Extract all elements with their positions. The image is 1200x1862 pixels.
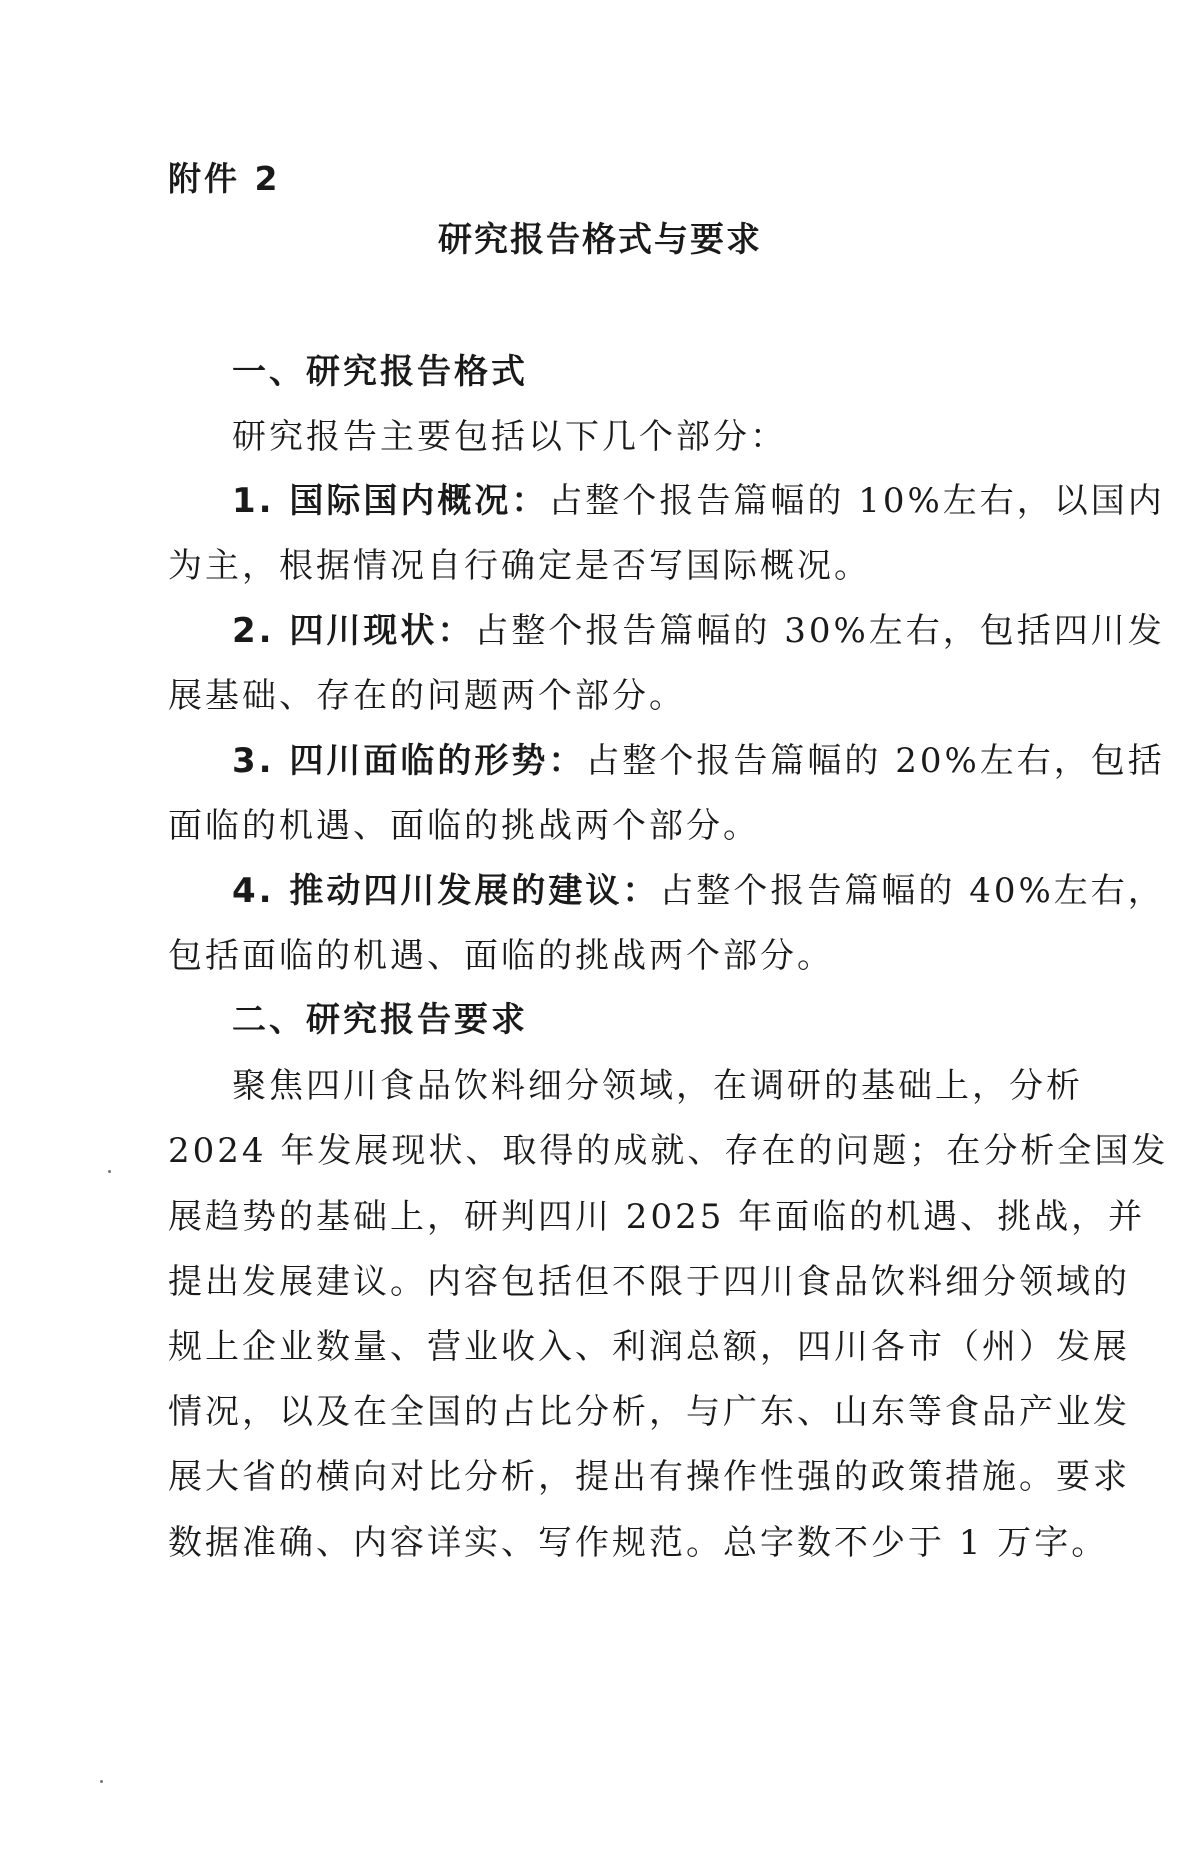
section2-line-6: 情况，以及在全国的占比分析，与广东、山东等食品产业发 bbox=[168, 1392, 1130, 1432]
attachment-label: 附件 2 bbox=[168, 159, 281, 198]
item1-text-line2: 为主，根据情况自行确定是否写国际概况。 bbox=[168, 546, 871, 586]
item3-label: 3. 四川面临的形势： bbox=[232, 741, 586, 781]
section2-line-2: 2024 年发展现状、取得的成就、存在的问题；在分析全国发 bbox=[168, 1131, 1169, 1171]
section1-intro: 研究报告主要包括以下几个部分： bbox=[232, 417, 787, 457]
item3-line1 bbox=[232, 741, 1165, 781]
section2-line-1: 聚焦四川食品饮料细分领域，在调研的基础上，分析 bbox=[232, 1066, 1083, 1106]
item2-text-line2: 展基础、存在的问题两个部分。 bbox=[168, 676, 686, 716]
item2-label: 2. 四川现状： bbox=[232, 611, 475, 651]
item1-text-line1: 占整个报告篇幅的 10%左右，以国内 bbox=[548, 481, 1165, 521]
item4-line1 bbox=[232, 871, 1165, 911]
item3-text-line1: 占整个报告篇幅的 20%左右，包括 bbox=[585, 741, 1165, 781]
section2-line-4: 提出发展建议。内容包括但不限于四川食品饮料细分领域的 bbox=[168, 1262, 1130, 1302]
scan-speck bbox=[100, 1780, 103, 1783]
section1-heading: 一、研究报告格式 bbox=[232, 352, 528, 392]
section2-line-3: 展趋势的基础上，研判四川 2025 年面临的机遇、挑战，并 bbox=[168, 1197, 1146, 1237]
item2-text-line1: 占整个报告篇幅的 30%左右，包括四川发 bbox=[474, 611, 1165, 651]
document-title: 研究报告格式与要求 bbox=[438, 220, 762, 260]
item4-text-line2: 包括面临的机遇、面临的挑战两个部分。 bbox=[168, 936, 834, 976]
scan-speck bbox=[108, 1170, 111, 1173]
item4-text-line1: 占整个报告篇幅的 40%左右， bbox=[659, 871, 1165, 911]
item1-line1 bbox=[232, 481, 1165, 521]
item1-label: 1. 国际国内概况： bbox=[232, 481, 549, 521]
section2-line-8: 数据准确、内容详实、写作规范。总字数不少于 1 万字。 bbox=[168, 1523, 1109, 1563]
section2-line-5: 规上企业数量、营业收入、利润总额，四川各市（州）发展 bbox=[168, 1327, 1130, 1367]
item4-label: 4. 推动四川发展的建议： bbox=[232, 871, 660, 911]
item3-text-line2: 面临的机遇、面临的挑战两个部分。 bbox=[168, 806, 760, 846]
section2-line-7: 展大省的横向对比分析，提出有操作性强的政策措施。要求 bbox=[168, 1457, 1130, 1497]
section2-heading: 二、研究报告要求 bbox=[232, 1000, 528, 1040]
item2-line1 bbox=[232, 611, 1165, 651]
